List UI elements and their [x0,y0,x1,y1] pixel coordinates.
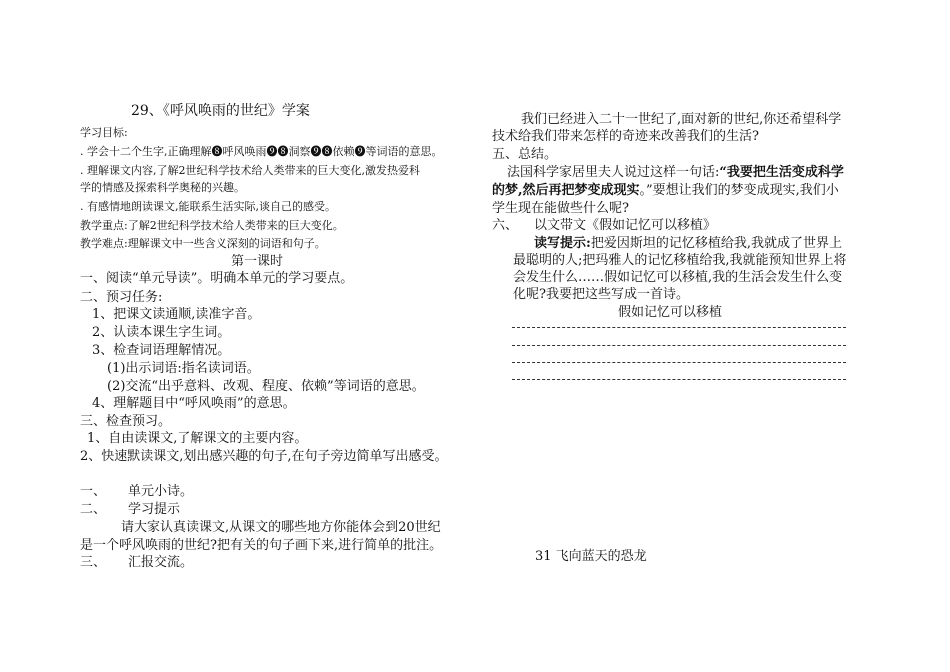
section-2: 二、预习任务: [80,290,163,305]
section-2-item-3-2: (2)交流“出乎意料、改观、程度、依赖”等词语的意思。 [107,379,425,394]
part-3-number: 三、 [80,555,107,570]
part-3-text: 汇报交流。 [128,555,194,570]
section-3-item-2: 2、快速默读课文,划出感兴趣的句子,在句子旁边简单写出感受。 [80,449,448,464]
section-3-item-1: 1、自由读课文,了解课文的主要内容。 [87,431,308,446]
tip-line-4: 化呢?我要把这些写成一首诗。 [513,287,689,302]
section-1: 一、阅读“单元导读”。明确本单元的学习要点。 [80,271,354,286]
section-2-item-2: 2、认读本课生字生词。 [92,325,231,340]
lesson-one-heading: 第一课时 [231,254,284,269]
writing-line [512,379,846,380]
goal-2-line-1: . 理解课文内容,了解2世纪科学技术给人类带来的巨大变化,激发热爱科 [80,164,420,177]
goal-1: . 学会十二个生字,正确理解❽呼风唤雨❾❽洞察❾❽依赖❾等词语的意思。 [80,145,443,158]
question-line-1: 我们已经进入二十一世纪了,面对新的世纪,你还希望科学 [521,112,842,127]
tip-text-1: 把爱因斯坦的记忆移植给我,我就成了世界上 [590,236,842,251]
section-2-item-3: 3、检查词语理解情况。 [92,343,231,358]
writing-line [512,327,846,328]
section-5-line-1 [507,164,844,181]
part-1-text: 单元小诗。 [128,484,194,499]
key-point: 教学重点:了解2世纪科学技术给人类带来的巨大变化。 [80,219,344,232]
writing-line [512,345,846,346]
part-2-text: 学习提示 [128,502,181,517]
section-5-line-2 [492,182,839,199]
writing-line [512,362,846,363]
quote-follow: 。”要想让我们的梦变成现实,我们小 [639,183,839,198]
quote-bold-2: 的梦,然后再把梦变成现实 [492,183,640,198]
tip-line-2: 最聪明的人;把玛雅人的记忆移植给我,我就能预知世界上将 [513,253,847,268]
part-1-number: 一、 [80,484,107,499]
section-2-item-3-1: (1)出示词语:指名读词语。 [107,361,260,376]
part-2-number: 二、 [80,502,107,517]
difficulty: 教学难点:理解课文中一些含义深刻的词语和句子。 [80,237,326,250]
poem-title: 假如记忆可以移植 [618,305,723,320]
part-2-body-line-1: 请大家认真读课文,从课文的哪些地方你能体会到20世纪 [121,520,441,535]
next-lesson-title: 31 飞向蓝天的恐龙 [535,549,647,564]
section-5: 五、总结。 [492,147,558,162]
section-6-text: 以文带文《假如记忆可以移植》 [534,218,717,233]
part-2-body-line-2: 是一个呼风唤雨的世纪?把有关的句子画下来,进行简单的批注。 [80,538,443,553]
section-5-line-3: 学生现在能做些什么呢? [492,201,629,216]
quote-bold-1: “我要把生活变成科学 [719,165,844,180]
section-6-number: 六、 [492,218,519,233]
section-2-item-1: 1、把课文读通顺,读准字音。 [92,307,261,322]
question-line-2: 技术给我们带来怎样的奇迹来改善我们的生活? [492,129,759,144]
lesson-title: 29、《呼风唤雨的世纪》学案 [131,103,310,119]
tip-line-1 [534,235,842,252]
goal-2-line-2: 学的情感及探索科学奥秘的兴趣。 [80,181,245,194]
quote-intro: 法国科学家居里夫人说过这样一句话: [507,165,720,180]
tip-label: 读写提示: [534,236,591,251]
section-2-item-4: 4、理解题目中“呼风唤雨”的意思。 [92,396,296,411]
tip-line-3: 会发生什么……假如记忆可以移植,我的生活会发生什么变 [513,270,843,285]
goal-3: . 有感情地朗读课文,能联系生活实际,谈自己的感受。 [80,200,336,213]
goals-label: 学习目标: [80,126,128,139]
section-3: 三、检查预习。 [80,414,172,429]
